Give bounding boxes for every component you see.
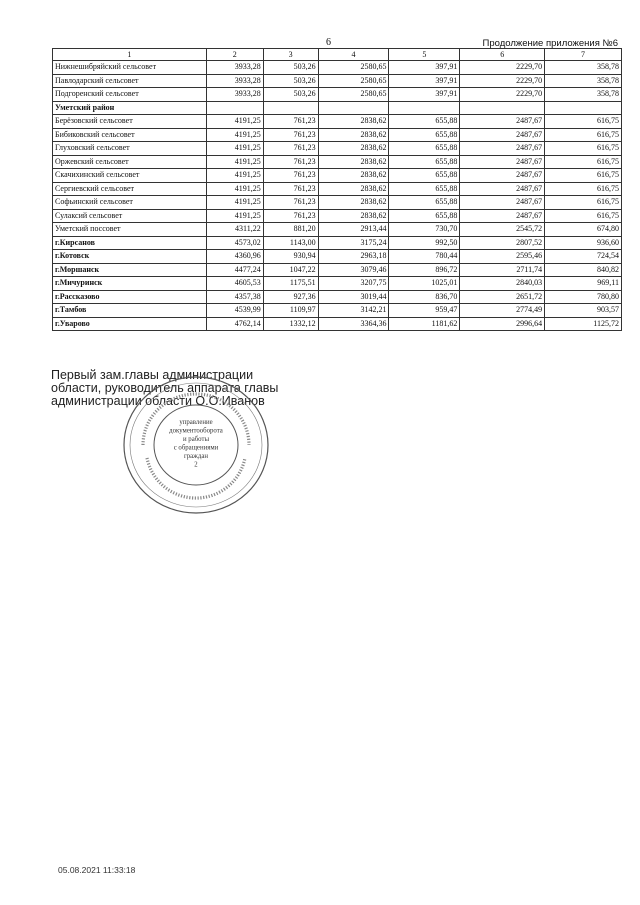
row-value: 2595,46 [460, 250, 545, 264]
row-value: 2487,67 [460, 142, 545, 156]
table-row [53, 182, 622, 196]
row-value: 761,23 [263, 196, 318, 210]
row-name: Нижнешибряйский сельсовет [53, 61, 207, 75]
row-value [263, 101, 318, 115]
row-value: 2963,18 [318, 250, 389, 264]
row-value [460, 101, 545, 115]
row-value: 616,75 [545, 115, 622, 129]
footer-timestamp: 05.08.2021 11:33:18 [58, 865, 136, 875]
row-value: 2545,72 [460, 223, 545, 237]
row-value: 969,11 [545, 277, 622, 291]
row-value: 2487,67 [460, 182, 545, 196]
row-value: 4191,25 [206, 128, 263, 142]
row-name: г.Тамбов [53, 304, 207, 318]
row-value: 761,23 [263, 209, 318, 223]
row-value: 2229,70 [460, 61, 545, 75]
table-row [53, 196, 622, 210]
row-value: 761,23 [263, 182, 318, 196]
row-value: 358,78 [545, 74, 622, 88]
row-value [389, 101, 460, 115]
table-row [53, 128, 622, 142]
signature-line: администрации области О.О.Иванов [51, 394, 265, 408]
row-value: 4539,99 [206, 304, 263, 318]
row-value: 2487,67 [460, 196, 545, 210]
row-value: 761,23 [263, 115, 318, 129]
row-value: 2838,62 [318, 142, 389, 156]
row-value: 1332,12 [263, 317, 318, 331]
row-value: 2651,72 [460, 290, 545, 304]
column-header: 5 [389, 49, 460, 61]
row-value: 2913,44 [318, 223, 389, 237]
table-row [53, 317, 622, 331]
row-value: 761,23 [263, 142, 318, 156]
row-value: 903,57 [545, 304, 622, 318]
row-value: 2838,62 [318, 182, 389, 196]
row-value: 616,75 [545, 155, 622, 169]
row-value: 4605,53 [206, 277, 263, 291]
stamp-text: с обращениями [173, 444, 219, 452]
row-value: 397,91 [389, 88, 460, 102]
row-value: 3207,75 [318, 277, 389, 291]
stamp-text: граждан [183, 453, 209, 460]
row-value: 2229,70 [460, 88, 545, 102]
table-row [53, 250, 622, 264]
row-name: Бибиковский сельсовет [53, 128, 207, 142]
row-value: 616,75 [545, 182, 622, 196]
row-value: 761,23 [263, 128, 318, 142]
column-header: 2 [206, 49, 263, 61]
row-value [318, 101, 389, 115]
row-value: 4357,38 [206, 290, 263, 304]
row-value [545, 101, 622, 115]
row-value: 616,75 [545, 128, 622, 142]
row-value: 397,91 [389, 61, 460, 75]
row-value: 1143,00 [263, 236, 318, 250]
table-row [53, 277, 622, 291]
row-value: 780,44 [389, 250, 460, 264]
row-value: 3079,46 [318, 263, 389, 277]
row-value [206, 101, 263, 115]
row-value: 655,88 [389, 169, 460, 183]
row-value: 3364,36 [318, 317, 389, 331]
row-name: г.Кирсанов [53, 236, 207, 250]
row-value: 3933,28 [206, 74, 263, 88]
row-value: 2838,62 [318, 196, 389, 210]
row-value: 730,70 [389, 223, 460, 237]
row-value: 503,26 [263, 88, 318, 102]
row-value: 3175,24 [318, 236, 389, 250]
row-value: 1025,01 [389, 277, 460, 291]
row-name: Софьинский сельсовет [53, 196, 207, 210]
row-name: г.Рассказово [53, 290, 207, 304]
row-value: 4311,22 [206, 223, 263, 237]
row-value: 2580,65 [318, 88, 389, 102]
table-row [53, 155, 622, 169]
row-value: 836,70 [389, 290, 460, 304]
column-header: 4 [318, 49, 389, 61]
row-value: 4762,14 [206, 317, 263, 331]
row-value: 2996,64 [460, 317, 545, 331]
stamp-text: 2 [194, 461, 198, 469]
page-number: 6 [326, 37, 331, 48]
table-body [53, 61, 622, 331]
official-stamp [121, 374, 271, 516]
row-value: 2711,74 [460, 263, 545, 277]
row-name: Оржевский сельсовет [53, 155, 207, 169]
stamp-text: управление [179, 419, 213, 426]
row-value: 616,75 [545, 196, 622, 210]
row-value: 616,75 [545, 169, 622, 183]
row-value: 1175,51 [263, 277, 318, 291]
row-value: 881,20 [263, 223, 318, 237]
row-value: 2807,52 [460, 236, 545, 250]
row-value: 2487,67 [460, 169, 545, 183]
row-value: 4191,25 [206, 115, 263, 129]
table-row [53, 88, 622, 102]
row-value: 503,26 [263, 61, 318, 75]
row-value: 4191,25 [206, 169, 263, 183]
row-name: г.Моршанск [53, 263, 207, 277]
signature-line: Первый зам.главы администрации [51, 368, 254, 382]
table-row [53, 61, 622, 75]
column-header: 1 [53, 49, 207, 61]
row-value: 2838,62 [318, 169, 389, 183]
row-value: 992,50 [389, 236, 460, 250]
tariff-table [52, 48, 622, 331]
row-value: 655,88 [389, 142, 460, 156]
table-row [53, 236, 622, 250]
row-value: 3933,28 [206, 88, 263, 102]
table-row [53, 169, 622, 183]
column-header: 6 [460, 49, 545, 61]
row-value: 358,78 [545, 61, 622, 75]
row-name: Подгоренский сельсовет [53, 88, 207, 102]
row-value: 1047,22 [263, 263, 318, 277]
row-value: 896,72 [389, 263, 460, 277]
row-value: 2487,67 [460, 128, 545, 142]
signature-line: области, руководитель аппарата главы [51, 381, 279, 395]
row-value: 4191,25 [206, 155, 263, 169]
row-name: Уметский район [53, 101, 207, 115]
row-value: 930,94 [263, 250, 318, 264]
row-value: 655,88 [389, 209, 460, 223]
row-value: 4573,02 [206, 236, 263, 250]
table-row [53, 223, 622, 237]
row-value: 2838,62 [318, 115, 389, 129]
row-name: Уметский поссовет [53, 223, 207, 237]
row-value: 2580,65 [318, 61, 389, 75]
row-value: 840,82 [545, 263, 622, 277]
row-value: 358,78 [545, 88, 622, 102]
row-value: 4191,25 [206, 196, 263, 210]
row-value: 2229,70 [460, 74, 545, 88]
row-value: 3933,28 [206, 61, 263, 75]
row-value: 780,80 [545, 290, 622, 304]
row-name: Сергиевский сельсовет [53, 182, 207, 196]
row-value: 761,23 [263, 169, 318, 183]
row-value: 2487,67 [460, 209, 545, 223]
row-value: 4477,24 [206, 263, 263, 277]
row-value: 3019,44 [318, 290, 389, 304]
table-row [53, 263, 622, 277]
row-value: 655,88 [389, 182, 460, 196]
row-value: 2840,03 [460, 277, 545, 291]
row-name: Глуховский сельсовет [53, 142, 207, 156]
row-value: 616,75 [545, 142, 622, 156]
row-value: 655,88 [389, 196, 460, 210]
column-header: 3 [263, 49, 318, 61]
table-row [53, 74, 622, 88]
row-value: 1125,72 [545, 317, 622, 331]
row-value: 503,26 [263, 74, 318, 88]
row-value: 1181,62 [389, 317, 460, 331]
table-row [53, 101, 622, 115]
row-value: 724,54 [545, 250, 622, 264]
row-value: 2580,65 [318, 74, 389, 88]
stamp-text: документооборота [169, 427, 223, 435]
row-name: Павлодарский сельсовет [53, 74, 207, 88]
table-row [53, 209, 622, 223]
row-value: 3142,21 [318, 304, 389, 318]
row-value: 2487,67 [460, 115, 545, 129]
row-value: 2774,49 [460, 304, 545, 318]
row-name: г.Мичуринск [53, 277, 207, 291]
row-name: Скачихинский сельсовет [53, 169, 207, 183]
stamp-text: и работы [182, 436, 210, 443]
row-value: 1109,97 [263, 304, 318, 318]
row-value: 655,88 [389, 128, 460, 142]
continuation-label: Продолжение приложения №6 [482, 38, 618, 49]
row-value: 2838,62 [318, 128, 389, 142]
column-header: 7 [545, 49, 622, 61]
row-value: 655,88 [389, 115, 460, 129]
row-value: 2838,62 [318, 155, 389, 169]
row-name: Берёзовский сельсовет [53, 115, 207, 129]
row-value: 616,75 [545, 209, 622, 223]
table-row [53, 142, 622, 156]
row-value: 959,47 [389, 304, 460, 318]
row-value: 2838,62 [318, 209, 389, 223]
row-value: 674,80 [545, 223, 622, 237]
row-value: 936,60 [545, 236, 622, 250]
row-value: 397,91 [389, 74, 460, 88]
row-name: г.Уварово [53, 317, 207, 331]
row-value: 927,36 [263, 290, 318, 304]
row-value: 655,88 [389, 155, 460, 169]
row-value: 4191,25 [206, 182, 263, 196]
table-row [53, 290, 622, 304]
table-row [53, 115, 622, 129]
row-value: 4191,25 [206, 209, 263, 223]
row-name: г.Котовск [53, 250, 207, 264]
row-value: 761,23 [263, 155, 318, 169]
header-row [53, 49, 622, 61]
table-row [53, 304, 622, 318]
row-value: 2487,67 [460, 155, 545, 169]
row-value: 4360,96 [206, 250, 263, 264]
row-name: Сулаксий сельсовет [53, 209, 207, 223]
row-value: 4191,25 [206, 142, 263, 156]
